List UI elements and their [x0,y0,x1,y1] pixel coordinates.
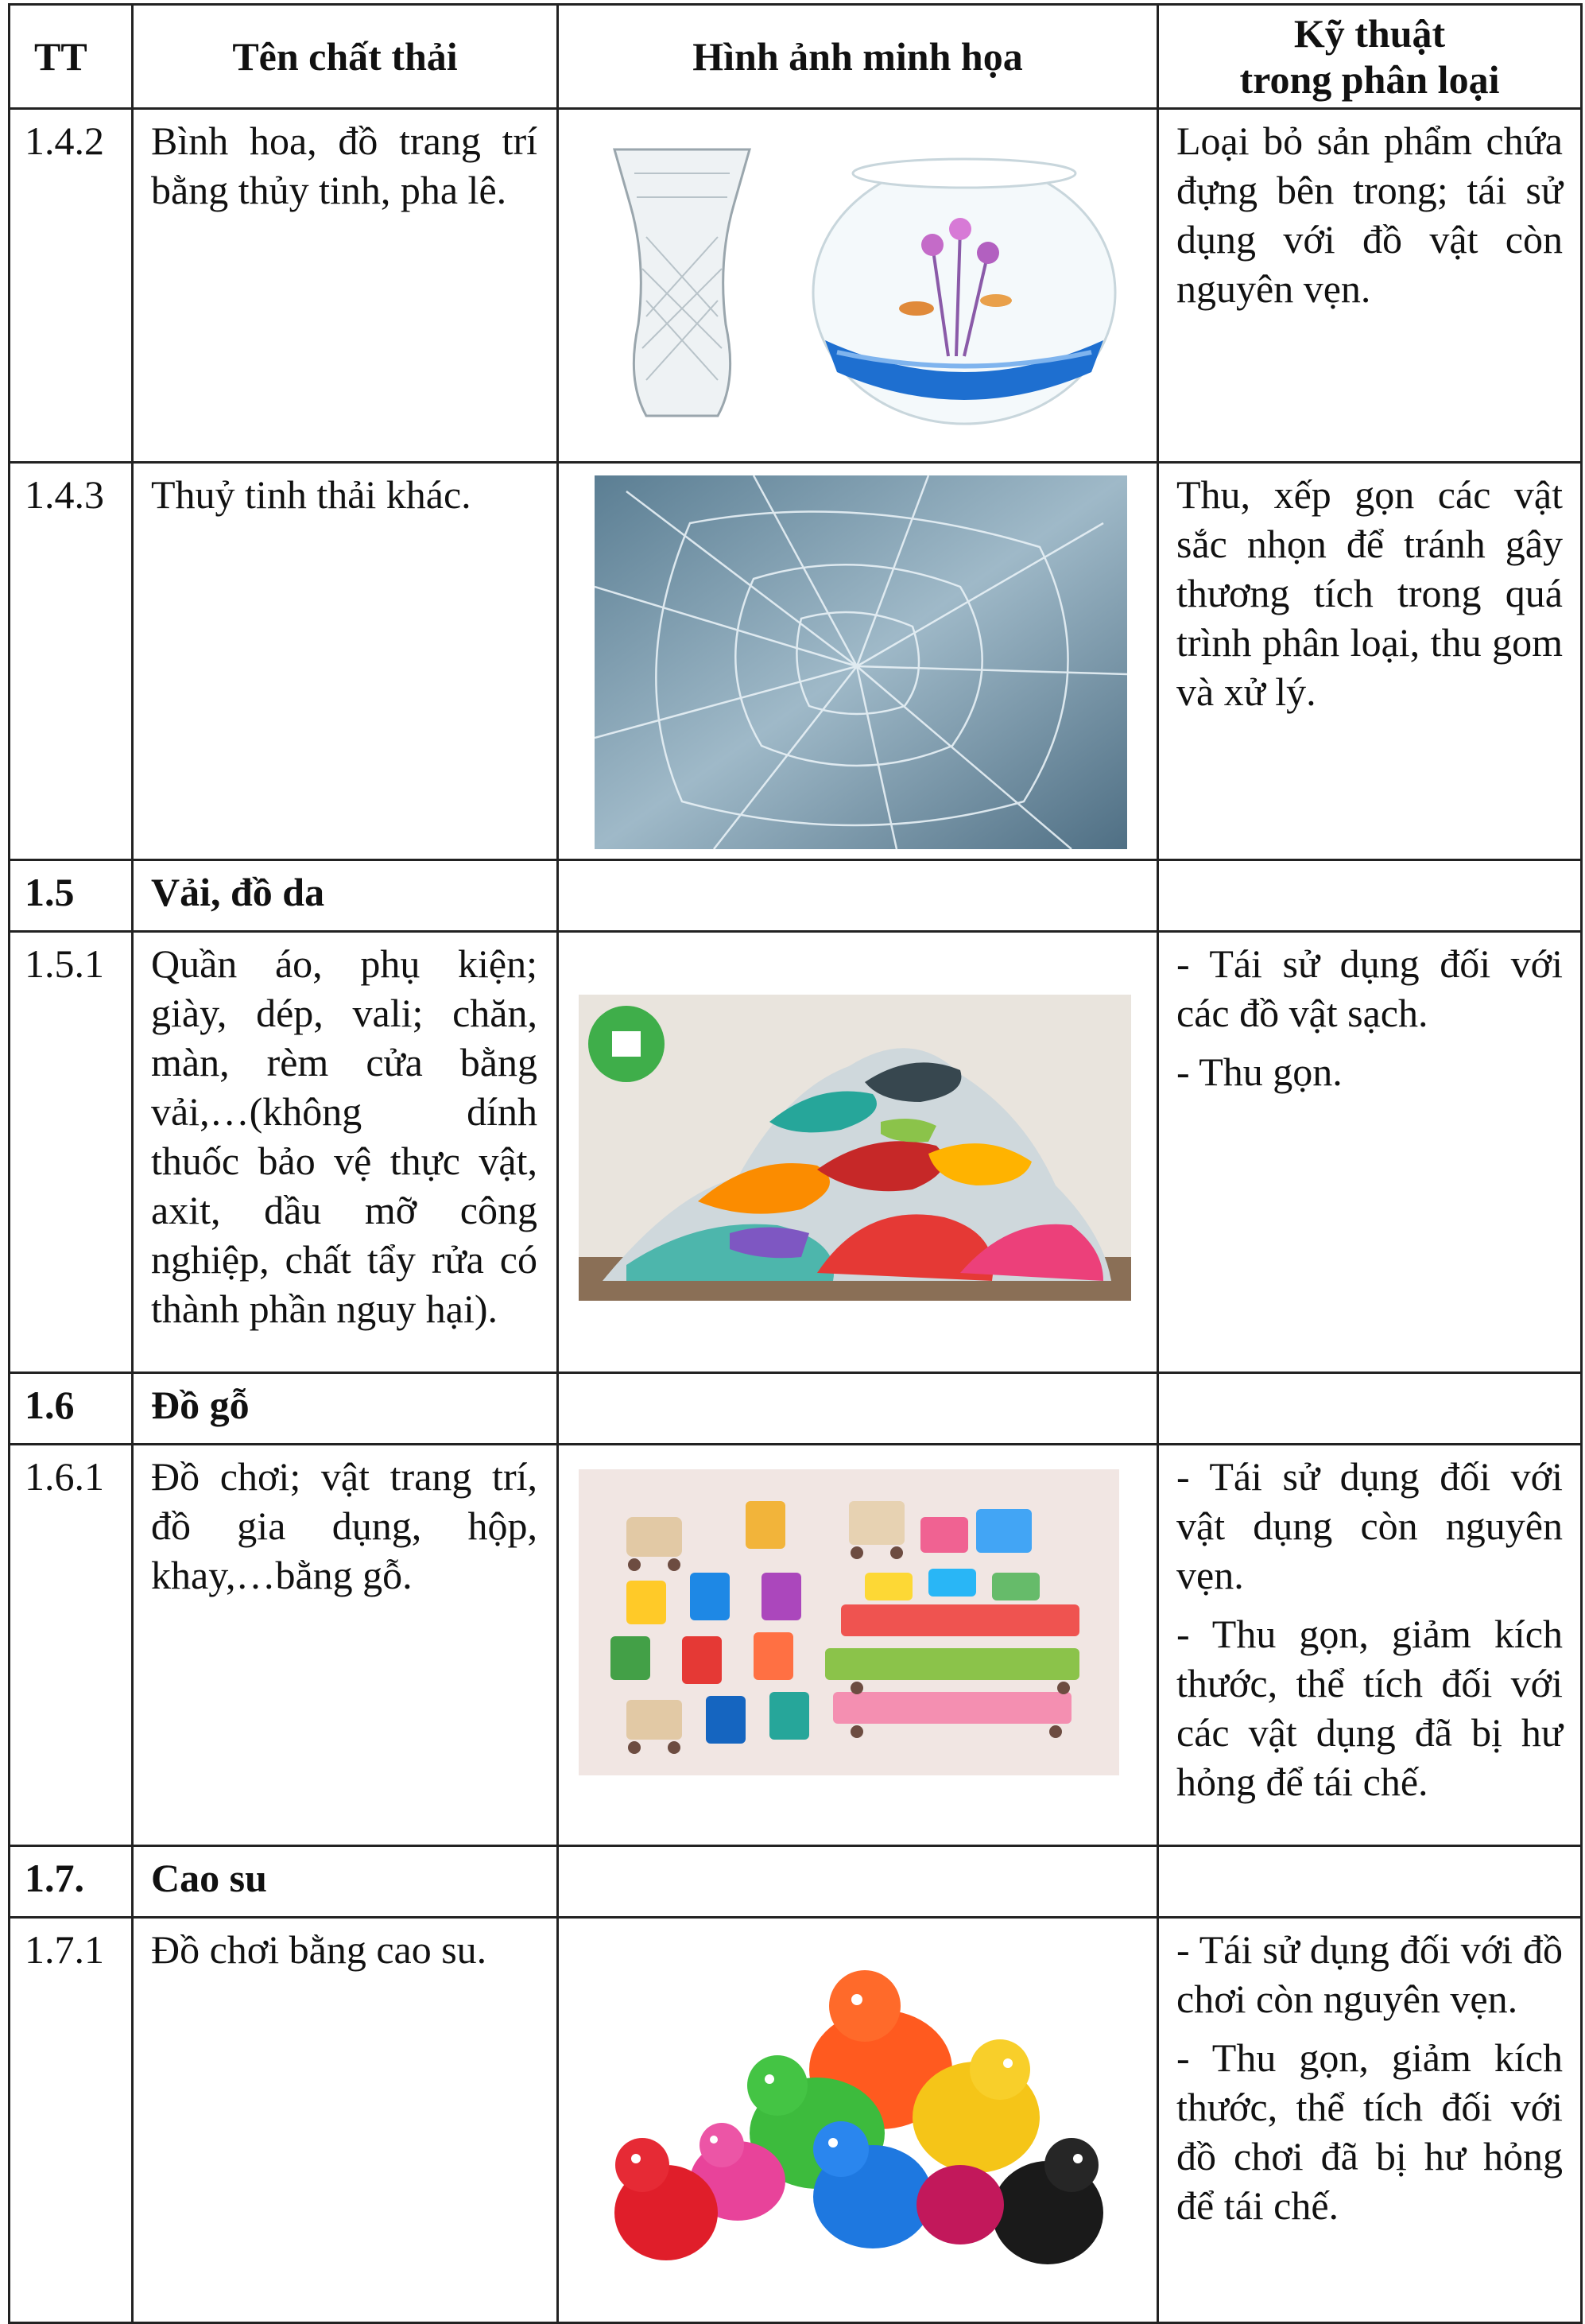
technique-line: - Thu gọn. [1176,1049,1343,1094]
empty-cell [1158,860,1582,932]
row-name: Quần áo, phụ kiện; giày, dép, vali; chăn, màn, rèm cửa bằng vải,…(không dính thuốc bảo vệ thực vật, axit, dầu mỡ công nghiệp, chất tẩy rửa có thành phần nguy hại). [133,932,558,1373]
table-row [10,109,1582,463]
header-technique-line1: Kỹ thuật [1293,11,1446,56]
empty-cell [1158,1846,1582,1918]
section-tt: 1.7. [10,1846,133,1918]
row-image-cell [558,1918,1158,2323]
row-tt: 1.7.1 [10,1918,133,2323]
row-name: Đồ chơi bằng cao su. [133,1918,558,2323]
section-tt: 1.6 [10,1373,133,1445]
rubber-toy-animals-photo [603,1950,1111,2292]
header-tt: TT [10,5,133,109]
section-tt: 1.5 [10,860,133,932]
row-name: Đồ chơi; vật trang trí, đồ gia dụng, hộp, khay,…bằng gỗ. [133,1445,558,1846]
row-image-cell [558,463,1158,860]
row-name: Bình hoa, đồ trang trí bằng thủy tinh, pha lê. [133,109,558,463]
section-name: Vải, đồ da [133,860,558,932]
empty-cell [558,1846,1158,1918]
technique-line: - Thu gọn, giảm kích thước, thể tích đối với các vật dụng đã bị hư hỏng để tái chế. [1176,1612,1563,1804]
technique-line: - Tái sử dụng đối với vật dụng còn nguyên vẹn. [1176,1454,1563,1597]
row-tt: 1.5.1 [10,932,133,1373]
clothes-pile-photo [579,995,1131,1301]
row-tt: 1.4.3 [10,463,133,860]
technique-line: Loại bỏ sản phẩm chứa đựng bên trong; tái sử dụng với đồ vật còn nguyên vẹn. [1176,118,1563,311]
row-image-cell [558,932,1158,1373]
section-row [10,1373,1582,1445]
technique-line: - Tái sử dụng đối với các đồ vật sạch. [1176,941,1563,1035]
header-row [10,5,1582,109]
technique-line: - Tái sử dụng đối với đồ chơi còn nguyên vẹn. [1176,1927,1563,2021]
broken-glass-photo [595,475,1127,849]
table-row [10,1918,1582,2323]
row-technique [1158,932,1582,1373]
row-tt: 1.6.1 [10,1445,133,1846]
empty-cell [558,860,1158,932]
header-technique [1158,5,1582,109]
row-technique [1158,1918,1582,2323]
section-row [10,860,1582,932]
empty-cell [1158,1373,1582,1445]
header-name: Tên chất thải [133,5,558,109]
waste-classification-table [8,3,1583,2324]
row-technique [1158,463,1582,860]
table-row [10,932,1582,1373]
technique-line: - Thu gọn, giảm kích thước, thể tích đối với đồ chơi đã bị hư hỏng để tái chế. [1176,2035,1563,2228]
row-name: Thuỷ tinh thải khác. [133,463,558,860]
row-image-cell [558,109,1158,463]
section-row [10,1846,1582,1918]
header-image: Hình ảnh minh họa [558,5,1158,109]
row-technique [1158,109,1582,463]
row-tt: 1.4.2 [10,109,133,463]
row-technique [1158,1445,1582,1846]
header-technique-line2: trong phân loại [1239,57,1500,102]
wooden-toy-trains-photo [579,1469,1119,1775]
table-row [10,1445,1582,1846]
technique-line: Thu, xếp gọn các vật sắc nhọn để tránh gây thương tích trong quá trình phân loại, thu gom và xử lý. [1176,472,1563,714]
section-name: Đồ gỗ [133,1373,558,1445]
empty-cell [558,1373,1158,1445]
row-image-cell [558,1445,1158,1846]
section-name: Cao su [133,1846,558,1918]
glass-vase-and-fishbowl-photo [599,142,1123,428]
table-row [10,463,1582,860]
